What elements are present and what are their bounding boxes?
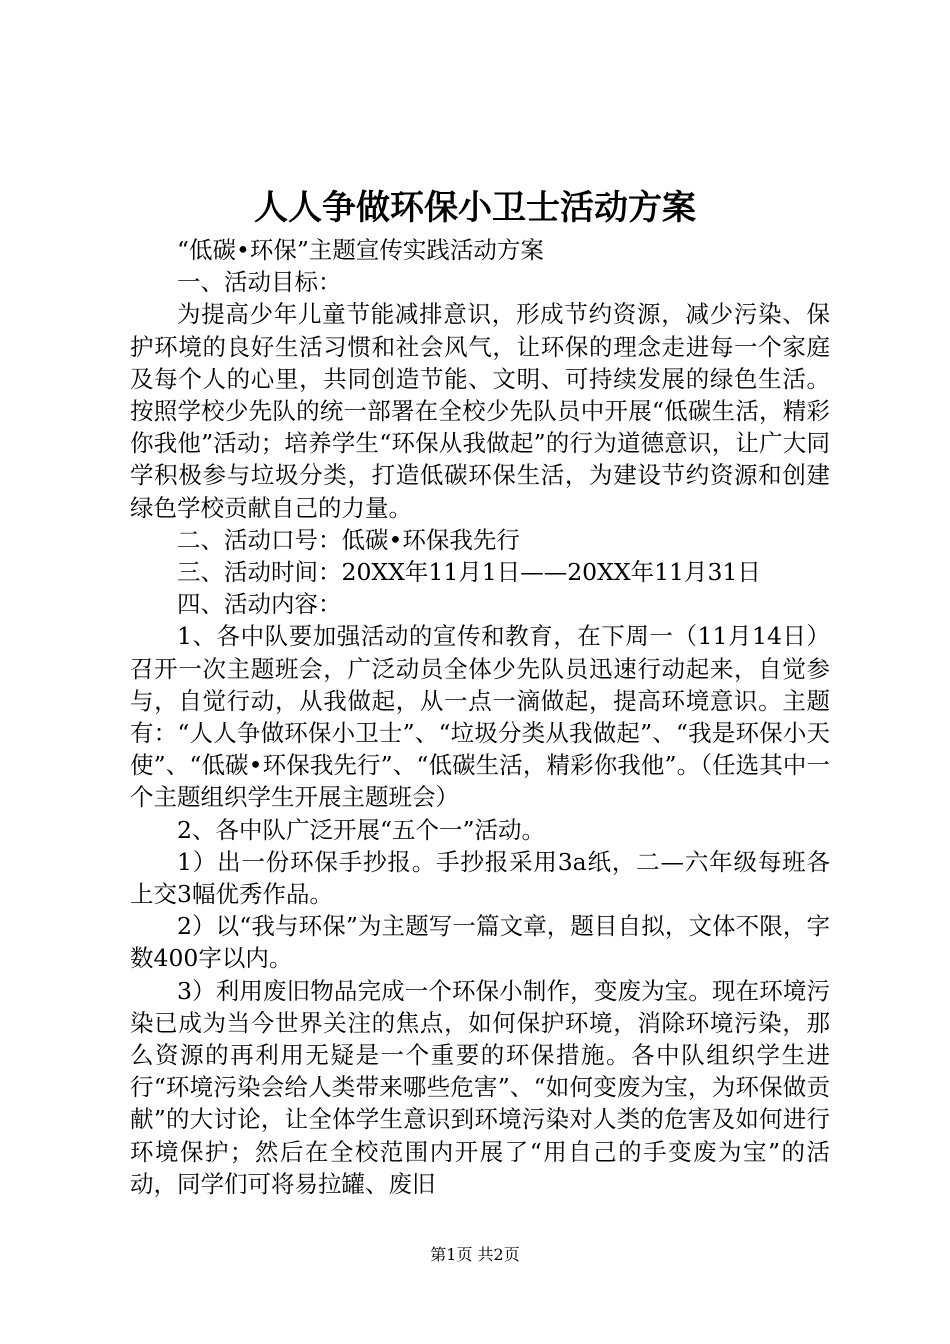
document-title: 人人争做环保小卫士活动方案 [254, 188, 696, 228]
paragraph-subtitle: “低碳•环保”主题宣传实践活动方案 [177, 236, 544, 264]
document-body [130, 234, 830, 1200]
paragraph-slogan: 二、活动口号：低碳•环保我先行 [177, 525, 520, 554]
paragraph-item-1: 1、各中队要加强活动的宣传和教育，在下周一（11月14日）召开一次主题班会，广泛动员全体少先队员迅速行动起来，自觉参与，自觉行动，从我做起，从一点一滴做起，提高环境意识。主题有：“人人争做环保小卫士”、“垃圾分类从我做起”、“我是环保小天使”、“低碳•环保我先行”、“低碳生活，精彩你我他”。（任选其中一个主题组织学生开展主题班会） [130, 622, 830, 812]
paragraph-item-2: 2、各中队广泛开展“五个一”活动。 [177, 815, 545, 844]
paragraph-goals: 为提高少年儿童节能减排意识，形成节约资源，减少污染、保护环境的良好生活习惯和社会风气，让环保的理念走进每一个家庭及每个人的心里，共同创造节能、文明、可持续发展的绿色生活。按照学校少先队的统一部署在全校少先队员中开展“低碳生活，精彩你我他”活动；培养学生“环保从我做起”的行为道德意识，让广大同学积极参与垃圾分类，打造低碳环保生活，为建设节约资源和创建绿色学校贡献自己的力量。 [130, 300, 830, 522]
paragraph-heading-content: 四、活动内容： [177, 590, 342, 619]
page-footer: 第1页 共2页 [430, 1245, 520, 1264]
paragraph-subitem-3: 3）利用废旧物品完成一个环保小制作，变废为宝。现在环境污染已成为当今世界关注的焦点，如何保护环境，消除环境污染，那么资源的再利用无疑是一个重要的环保措施。各中队组织学生进行“环境污染会给人类带来哪些危害”、“如何变废为宝，为环保做贡献”的大讨论，让全体学生意识到环境污染对人类的危害及如何进行环境保护；然后在全校范围内开展了“用自己的手变废为宝”的活动，同学们可将易拉罐、废旧 [130, 976, 830, 1198]
paragraph-heading-goals: 一、活动目标： [177, 268, 342, 297]
paragraph-subitem-1: 1）出一份环保手抄报。手抄报采用3a纸，二—六年级每班各上交3幅优秀作品。 [130, 847, 830, 909]
paragraph-time: 三、活动时间：20XX年11月1日——20XX年11月31日 [177, 558, 761, 587]
paragraph-subitem-2: 2）以“我与环保”为主题写一篇文章，题目自拟，文体不限，字数400字以内。 [130, 912, 830, 973]
